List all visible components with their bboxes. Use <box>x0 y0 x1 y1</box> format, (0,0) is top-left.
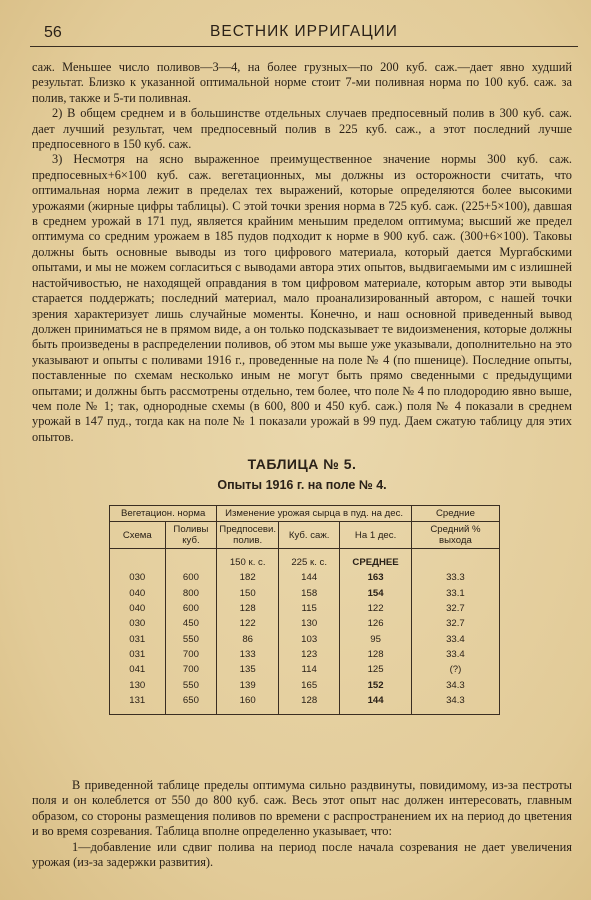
cell-per-des: 144 <box>340 693 412 715</box>
cell-cub: 114 <box>279 662 340 677</box>
cell-per-des: 125 <box>340 662 412 677</box>
table-row <box>110 662 500 677</box>
cell-scheme: 031 <box>110 647 166 662</box>
cell-avg: (?) <box>411 662 499 677</box>
cell-cub: 144 <box>279 570 340 585</box>
cell-cub: 165 <box>279 677 340 692</box>
cell-per-des: 128 <box>340 647 412 662</box>
cell-scheme: 031 <box>110 631 166 646</box>
cell-irrigation: 650 <box>165 693 217 715</box>
cell-presowing: 150 <box>217 586 279 601</box>
cell-scheme: 130 <box>110 677 166 692</box>
cell-irrigation: 800 <box>165 586 217 601</box>
cell-irrigation: 550 <box>165 631 217 646</box>
cell-presowing: 160 <box>217 693 279 715</box>
cell-avg: 34.3 <box>411 693 499 715</box>
cell-per-des: 152 <box>340 677 412 692</box>
cell-presowing: 128 <box>217 601 279 616</box>
cell-per-des: 163 <box>340 570 412 585</box>
cell-irrigation: 700 <box>165 647 217 662</box>
cell-scheme: 030 <box>110 570 166 585</box>
cell-avg: 34.3 <box>411 677 499 692</box>
header-change: Изменение урожая сырца в пуд. на дес. <box>217 506 412 522</box>
table-row <box>110 677 500 692</box>
unit-presowing: 150 к. с. <box>217 549 279 571</box>
col-presowing: Предпосеви. полив. <box>217 522 279 549</box>
cell-scheme: 040 <box>110 601 166 616</box>
table-row <box>110 586 500 601</box>
cell-presowing: 86 <box>217 631 279 646</box>
list-item: 1—добавление или сдвиг полива на период после начала созревания не дает увеличения урожая (из-за задержки развития). <box>32 839 572 870</box>
cell-irrigation: 600 <box>165 601 217 616</box>
table-row <box>110 631 500 646</box>
running-header <box>30 20 578 47</box>
cell-cub: 103 <box>279 631 340 646</box>
cell-cub: 128 <box>279 693 340 715</box>
table-row <box>110 693 500 715</box>
paragraph: В приведенной таблице пределы оптимума сильно раздвинуты, повидимому, из-за пестроты поля и он колеблется от 550 до 800 куб. саж. Весь этот опыт нас должен интересовать, главным образом, со стороны размещения поливов по времени с распространением их на период до цветения и во время созревания. Таблица вполне определенно указывает, что: <box>32 778 572 839</box>
cell-per-des: 122 <box>340 601 412 616</box>
cell-avg: 33.3 <box>411 570 499 585</box>
table-subtitle: Опыты 1916 г. на поле № 4. <box>217 478 387 492</box>
paragraph: 3) Несмотря на ясно выраженное преимущественное значение нормы 300 куб. саж. предпосевных+6×100 куб. саж. вегетационных, мы должны из осторожности считать, что оптимальная норма лежит в пределах тех выражений, которые определяются более высокими урожаями (жирные цифры таблицы). С этой точки зрения норма в 725 куб. саж. (225+5×100), давшая в среднем урожай в 171 пуд, является крайним меньшим пределом оптимума; высший же предел оптимума со средним урожаем в 185 пудов подходит к норме в 900 куб. саж. (300+6×100). Таковы должны быть основные выводы из того цифрового материала, который дается Мургабскими опытами, и мы не можем согласиться с выводами автора этих опытов, выдвигаемыми им с излишней настойчивостью, не находящей оправдания в том цифровом материале, которым автор эти выводы старается поддержать; последний материал, мало проанализированный автором, с нашей точки зрения характеризует лишь случайные моменты. Конечно, и наш основной приведенный вывод должен приниматься не в прямом виде, а он только подсказывает те видоизменения, которые должны быть произведены в распределении поливов, об этом мы выше уже указывали, дополнительно на это указывают и опыты с поливами 1916 г., проведенные на поле № 4 (по пшенице). Последние опыты, поставленные по схемам несколько иным не могут быть прямо сведенными с предыдущими опытами; и должны быть рассмотрены отдельно, тем более, что поле № 4 по плодородию явно выше, чем поле № 1; так, однородные схемы (в 600, 800 и 450 куб. саж.) поля № 4 показали в среднем урожай в 147 пуд., тогда как на поле № 1 показали урожай в 99 пуд. Даем сжатую таблицу для этих опытов. <box>32 152 572 444</box>
cell-presowing: 139 <box>217 677 279 692</box>
after-table-text <box>32 778 572 870</box>
cell-presowing: 135 <box>217 662 279 677</box>
col-cub: Куб. саж. <box>279 522 340 549</box>
unit-cub: 225 к. с. <box>279 549 340 571</box>
cell-cub: 130 <box>279 616 340 631</box>
cell-presowing: 133 <box>217 647 279 662</box>
page-number: 56 <box>44 24 62 41</box>
col-scheme: Схема <box>110 522 166 549</box>
table-row <box>110 570 500 585</box>
paragraph: саж. Меньшее число поливов—3—4, на более грузных—по 200 куб. саж.—дает явно худший результат. Близко к указанной оптимальной норме стоит 7-ми поливная норма по 100 куб. саж. за полив, также и 5-ти поливная. <box>32 60 572 105</box>
cell-irrigation: 700 <box>165 662 217 677</box>
unit-row <box>110 549 500 571</box>
cell-cub: 123 <box>279 647 340 662</box>
body-text <box>32 60 572 445</box>
table-row <box>110 601 500 616</box>
unit-per-des: СРЕДНЕЕ <box>340 549 412 571</box>
cell-avg: 33.4 <box>411 647 499 662</box>
paragraph: 2) В общем среднем и в большинстве отдельных случаев предпосевный полив в 300 куб. саж. дает лучший результат, чем предпосевный полив в 225 куб. саж., а этот последний лучше предпосевного в 150 куб. саж. <box>32 106 572 152</box>
yield-table <box>109 505 500 715</box>
cell-irrigation: 550 <box>165 677 217 692</box>
cell-per-des: 126 <box>340 616 412 631</box>
cell-cub: 115 <box>279 601 340 616</box>
col-irrigation: Поливы куб. <box>165 522 217 549</box>
cell-scheme: 040 <box>110 586 166 601</box>
cell-avg: 32.7 <box>411 601 499 616</box>
cell-irrigation: 450 <box>165 616 217 631</box>
cell-per-des: 95 <box>340 631 412 646</box>
cell-avg: 33.1 <box>411 586 499 601</box>
col-avg-yield: Средний % выхода <box>411 522 499 549</box>
table-row <box>110 616 500 631</box>
header-norm: Вегетацион. норма <box>110 506 217 522</box>
cell-avg: 33.4 <box>411 631 499 646</box>
journal-title: ВЕСТНИК ИРРИГАЦИИ <box>210 23 398 40</box>
cell-scheme: 131 <box>110 693 166 715</box>
cell-scheme: 041 <box>110 662 166 677</box>
cell-presowing: 182 <box>217 570 279 585</box>
cell-per-des: 154 <box>340 586 412 601</box>
table-title: ТАБЛИЦА № 5. <box>247 456 357 472</box>
col-per-des: На 1 дес. <box>340 522 412 549</box>
cell-cub: 158 <box>279 586 340 601</box>
cell-scheme: 030 <box>110 616 166 631</box>
cell-presowing: 122 <box>217 616 279 631</box>
cell-avg: 32.7 <box>411 616 499 631</box>
header-average: Средние <box>411 506 499 522</box>
table-row <box>110 647 500 662</box>
cell-irrigation: 600 <box>165 570 217 585</box>
